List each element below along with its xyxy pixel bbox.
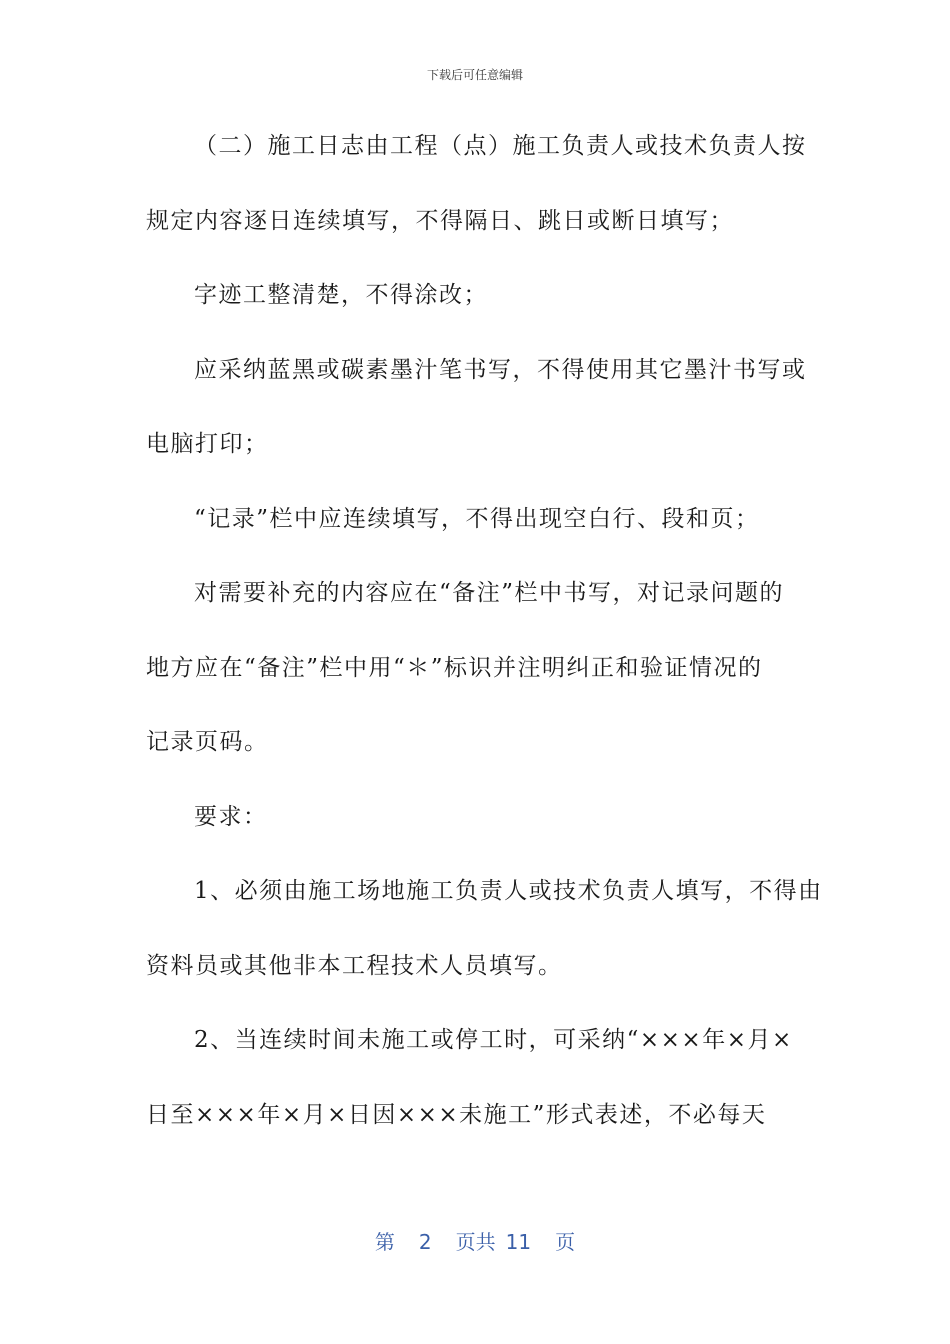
paragraph-line: 电脑打印； <box>146 431 269 457</box>
current-page-number: 2 <box>418 1230 432 1254</box>
paragraph-line: 地方应在“备注”栏中用“＊”标识并注明纠正和验证情况的 <box>146 654 763 681</box>
page-label-mid: 页共 <box>455 1230 496 1254</box>
paragraph-line: “记录”栏中应连续填写，不得出现空白行、段和页； <box>194 505 760 532</box>
page-number-footer <box>0 1226 950 1255</box>
paragraph-line: 日至×××年×月×日因×××未施工”形式表述，不必每天 <box>146 1101 767 1128</box>
header-note: 下载后可任意编辑 <box>426 68 523 82</box>
paragraph-line: 要求： <box>194 803 268 830</box>
paragraph-line: 资料员或其他非本工程技术人员填写。 <box>146 952 563 979</box>
page-label-suffix: 页 <box>555 1230 576 1254</box>
total-pages-number: 11 <box>505 1230 532 1254</box>
document-body <box>146 126 823 1169</box>
paragraph-line: 1、必须由施工场地施工负责人或技术负责人填写，不得由 <box>194 878 823 904</box>
paragraph-line: 字迹工整清楚，不得涂改； <box>194 282 488 308</box>
paragraph-line: 2、当连续时间未施工或停工时，可采纳“×××年×月× <box>194 1027 793 1053</box>
paragraph-line: 对需要补充的内容应在“备注”栏中书写，对记录问题的 <box>194 580 785 606</box>
paragraph-line: （二）施工日志由工程（点）施工负责人或技术负责人按 <box>194 133 807 159</box>
paragraph-line: 规定内容逐日连续填写，不得隔日、跳日或断日填写； <box>146 207 734 234</box>
paragraph-line: 记录页码。 <box>146 729 269 755</box>
paragraph-line: 应采纳蓝黑或碳素墨汁笔书写，不得使用其它墨汁书写或 <box>194 356 807 383</box>
page-label-prefix: 第 <box>374 1230 395 1254</box>
